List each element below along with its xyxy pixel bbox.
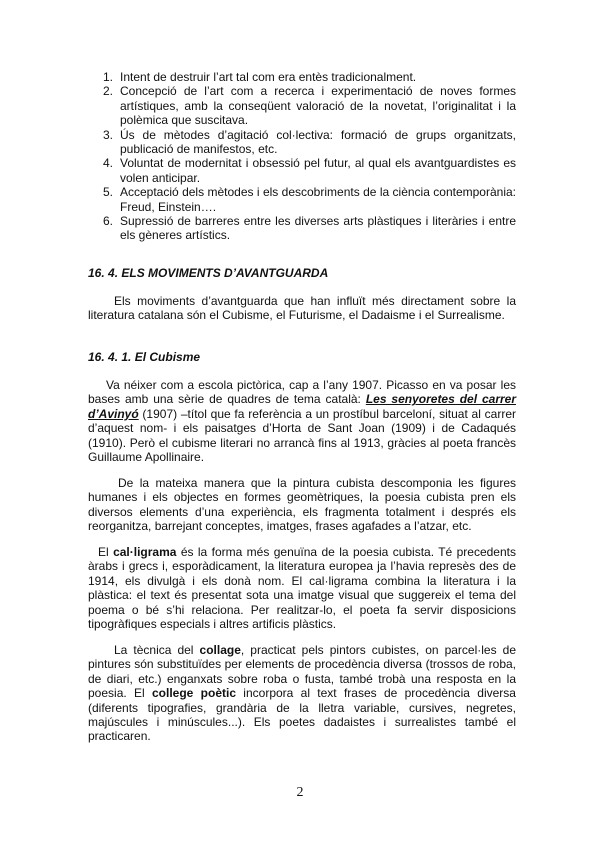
movements-paragraph: Els moviments d’avantguarda que han influït més directament sobre la literatura catalana són el Cubisme, el Futurisme, el Dadaisme i el Surrealisme. [88,294,516,323]
section-heading-cubism: 16. 4. 1. El Cubisme [88,350,201,364]
cubism-paragraph-origins: Va néixer com a escola pictòrica, cap a l’any 1907. Picasso en va posar les bases amb una sèrie de quadres de tema català: Les senyoretes del carrer d’Avinyó (1907) –títol que fa referència a un prostíbul barceloní, situat al carrer d’aquest nom- i els paisatges d’Horta de Sant Joan (1909) i de Cadaqués (1910). Però el cubisme literari no arrancà fins al 1913, gràcies al poeta francès Guillaume Apollinaire. [88,378,516,465]
list-item-text: Supressió de barreres entre les diverses arts plàstiques i literàries i entre els gèneres artístics. [120,214,516,243]
collage-paragraph: La tècnica del collage, practicat pels pintors cubistes, on parcel·les de pintures són substituïdes per elements de procedència diversa (trossos de roba, de diari, etc.) enganxats sobre roba o fusta, també trobà una resposta en la poesia. El college poètic incorpora al text frases de procedència diversa (diferents tipografies, grandària de la lletra variable, cursives, negretes, majúscules i minúscules...). Els poetes dadaistes i surrealistes també el practicaren. [88,643,517,744]
cubism-paragraph-poetry: De la mateixa manera que la pintura cubista descomponia les figures humanes i els objectes en formes geomètriques, la poesia cubista pren els diversos elements d’una experiència, els fragmenta totalment i després els reorganitza, barrejant conceptes, imatges, frases agafades a l’atzar, etc. [88,476,516,534]
list-item: 5. Acceptació dels mètodes i els descobriments de la ciència contemporània: Freud, Einstein…. [103,185,516,214]
list-item: 2. Concepció de l’art com a recerca i experimentació de noves formes artístiques, amb la conseqüent valoració de la novetat, l’originalitat i la polèmica que suscitava. [103,84,516,128]
calligram-paragraph: El cal·ligrama és la forma més genuïna de la poesia cubista. Té precedents àrabs i grecs i, esporàdicament, la literatura europea ja l’havia represès des de 1914, els divulgà i els donà nom. El cal·ligrama combina la literatura i la plàstica: el text és presentat sota una imatge visual que suggereix el tema del poema o bé s’hi relaciona. Per realitzar-lo, el poeta fa servir disposicions tipogràfiques especials i altres artificis plàstics. [88,545,516,632]
list-item-text: Concepció de l’art com a recerca i experimentació de noves formes artístiques, amb la conseqüent valoració de la novetat, l’originalitat i la polèmica que suscitava. [120,84,516,128]
list-item: 1. Intent de destruir l’art tal com era entès tradicionalment. [103,70,417,84]
page-number: 2 [296,785,304,800]
artwork-title: Les senyoretes del carrer d’Avinyó [88,392,516,421]
list-item-text: Ús de mètodes d’agitació col·lectiva: formació de grups organitzats, publicació de manifestos, etc. [120,127,516,157]
list-item-text: Acceptació dels mètodes i els descobriments de la ciència contemporània: Freud, Einstein…. [120,185,516,214]
list-item-text: Voluntat de modernitat i obsessió pel futur, al qual els avantguardistes es volen anticipar. [120,156,516,185]
list-item: 3. Ús de mètodes d’agitació col·lectiva: formació de grups organitzats, publicació de manifestos, etc. [103,127,516,157]
avant-garde-goals-list [88,70,516,243]
collage-term: collage [199,643,241,657]
list-item-text: Intent de destruir l’art tal com era entès tradicionalment. [120,70,417,84]
calligram-term: cal·ligrama [113,545,177,559]
section-heading-movements: 16. 4. ELS MOVIMENTS D’AVANTGUARDA [88,266,329,280]
college-poetic-term: college poètic [152,686,236,701]
list-item: 6. Supressió de barreres entre les diverses arts plàstiques i literàries i entre els gèneres artístics. [103,214,516,243]
list-item: 4. Voluntat de modernitat i obsessió pel futur, al qual els avantguardistes es volen anticipar. [103,156,516,185]
